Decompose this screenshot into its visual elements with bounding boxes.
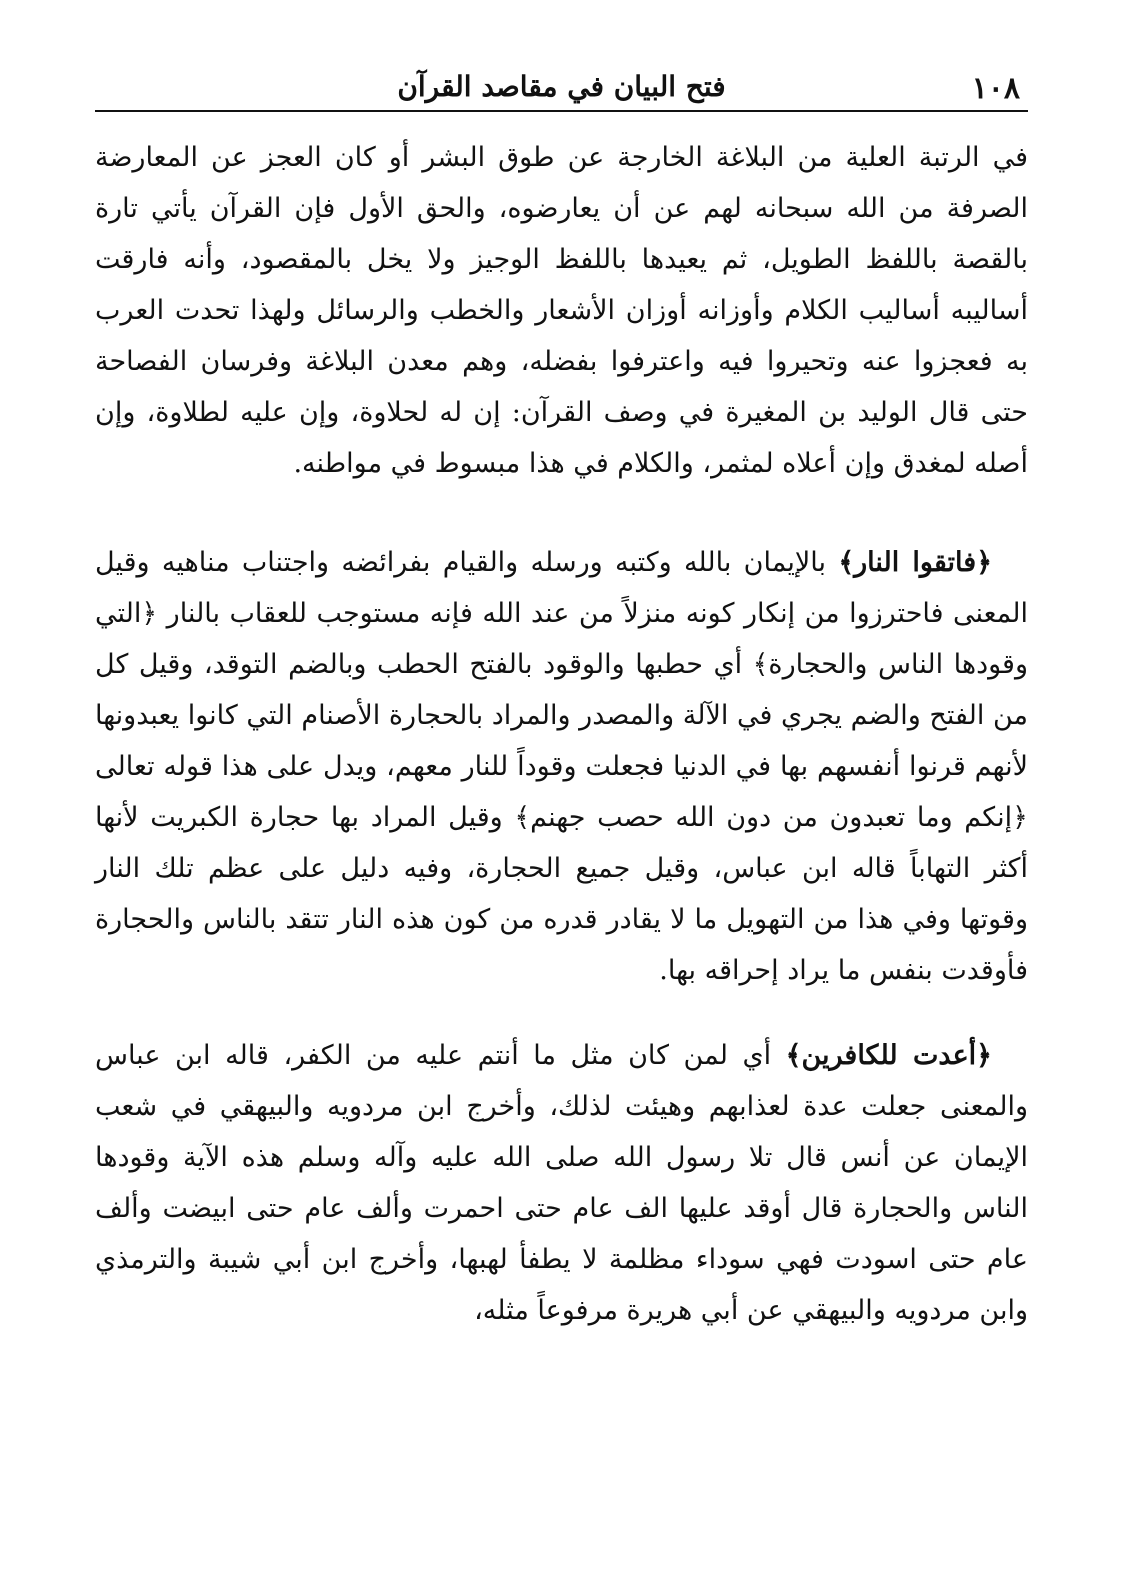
verse-quote-2: ﴿أعدت للكافرين﴾ [785, 1040, 993, 1071]
verse-quote-1: ﴿فاتقوا النار﴾ [838, 547, 993, 578]
paragraph-2-text: بالإيمان بالله وكتبه ورسله والقيام بفرائضه واجتناب مناهيه وقيل المعنى فاحترزوا من إنكار كونه منزلاً من عند الله فإنه مستوجب للعقاب بالنار ﴿التي وقودها الناس والحجارة﴾ أي حطبها والوقود بالفتح الحطب وبالضم التوقد، وقيل كل من الفتح والضم يجري في الآلة والمصدر والمراد بالحجارة الأصنام التي كانوا يعبدونها لأنهم قرنوا أنفسهم بها في الدنيا فجعلت وقوداً للنار معهم، ويدل على هذا قوله تعالى ﴿إنكم وما تعبدون من دون الله حصب جهنم﴾ وقيل المراد بها حجارة الكبريت لأنها أكثر التهاباً قاله ابن عباس، وقيل جميع الحجارة، وفيه دليل على عظم تلك النار وقوتها وفي هذا من التهويل ما لا يقادر قدره من كون هذه النار تتقد بالناس والحجارة فأوقدت بنفس ما يراد إحراقه بها. [95, 547, 1028, 986]
paragraph-1-text: في الرتبة العلية من البلاغة الخارجة عن طوق البشر أو كان العجز عن المعارضة الصرفة من الله سبحانه لهم عن أن يعارضوه، والحق الأول فإن القرآن يأتي تارة بالقصة باللفظ الطويل، ثم يعيدها باللفظ الوجيز ولا يخل بالمقصود، وأنه فارقت أساليبه أساليب الكلام وأوزانه أوزان الأشعار والخطب والرسائل ولهذا تحدت العرب به فعجزوا عنه وتحيروا فيه واعترفوا بفضله، وهم معدن البلاغة وفرسان الفصاحة حتى قال الوليد بن المغيرة في وصف القرآن: إن له لحلاوة، وإن عليه لطلاوة، وإن أصله لمغدق وإن أعلاه لمثمر، والكلام في هذا مبسوط في مواطنه. [95, 142, 1028, 479]
body-text [95, 132, 1028, 1336]
paragraph-3-text: أي لمن كان مثل ما أنتم عليه من الكفر، قاله ابن عباس والمعنى جعلت عدة لعذابهم وهيئت لذلك، وأخرج ابن مردويه والبيهقي في شعب الإيمان عن أنس قال تلا رسول الله صلى الله عليه وآله وسلم هذه الآية وقودها الناس والحجارة قال أوقد عليها الف عام حتى احمرت وألف عام حتى ابيضت وألف عام حتى اسودت فهي سوداء مظلمة لا يطفأ لهبها، وأخرج ابن أبي شيبة والترمذي وابن مردويه والبيهقي عن أبي هريرة مرفوعاً مثله، [95, 1040, 1028, 1326]
paragraph-3 [95, 1030, 1028, 1336]
running-title: فتح البيان في مقاصد القرآن [397, 70, 726, 103]
paragraph-1 [95, 132, 1028, 489]
header-rule [95, 110, 1028, 112]
page-header [95, 62, 1028, 106]
page-number: ١٠٨ [971, 71, 1020, 106]
paragraph-2 [95, 537, 1028, 996]
